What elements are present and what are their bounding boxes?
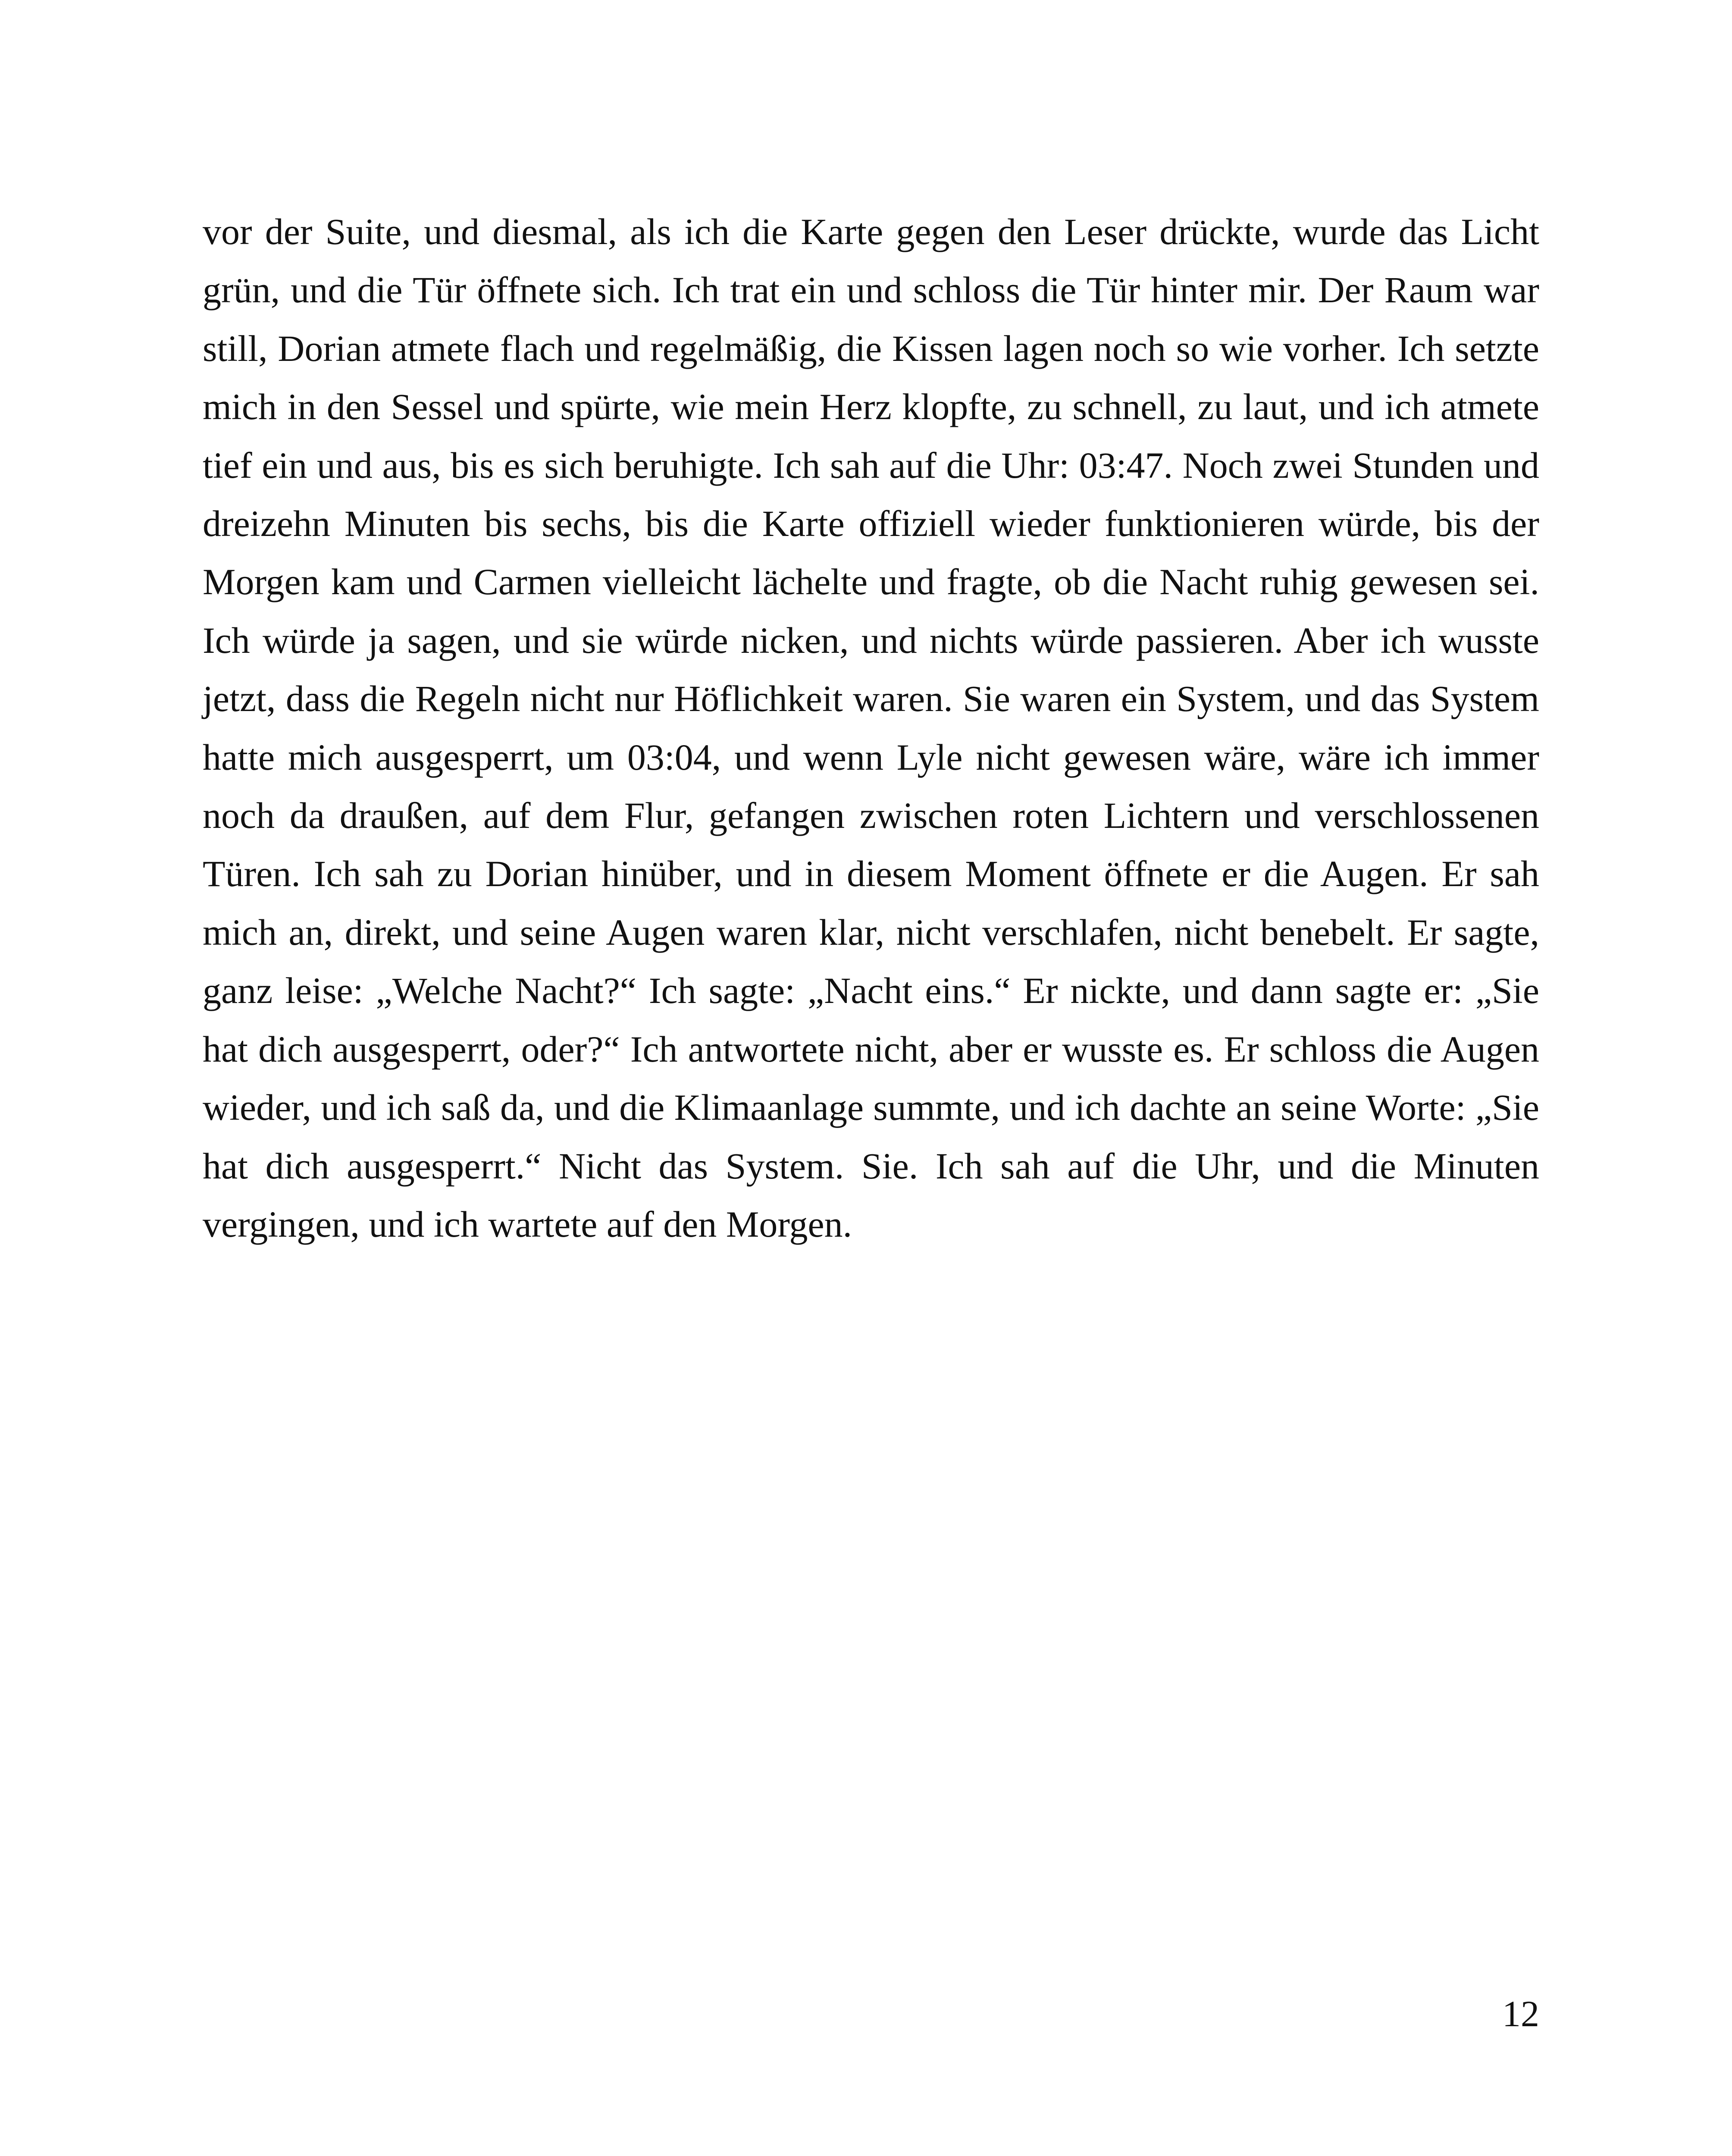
body-paragraph: vor der Suite, und diesmal, als ich die Karte gegen den Leser drückte, wurde das Licht grün, und die Tür öffnete sich. Ich trat ein und schloss die Tür hinter mir. Der Raum war still, Dorian atmete flach und regelmäßig, die Kissen lagen noch so wie vorher. Ich setzte mich in den Sessel und spürte, wie mein Herz klopfte, zu schnell, zu laut, und ich atmete tief ein und aus, bis es sich beruhigte. Ich sah auf die Uhr: 03:47. Noch zwei Stunden und dreizehn Minuten bis sechs, bis die Karte offiziell wieder funktionieren würde, bis der Morgen kam und Carmen vielleicht lächelte und fragte, ob die Nacht ruhig gewesen sei. Ich würde ja sagen, und sie würde nicken, und nichts würde passieren. Aber ich wusste jetzt, dass die Regeln nicht nur Höflichkeit waren. Sie waren ein System, und das System hatte mich ausgesperrt, um 03:04, und wenn Lyle nicht gewesen wäre, wäre ich immer noch da draußen, auf dem Flur, gefangen zwischen roten Lichtern und verschlossenen Türen. Ich sah zu Dorian hinüber, und in diesem Moment öffnete er die Augen. Er sah mich an, direkt, und seine Augen waren klar, nicht verschlafen, nicht benebelt. Er sagte, ganz leise: „Welche Nacht?“ Ich sagte: „Nacht eins.“ Er nickte, und dann sagte er: „Sie hat dich ausgesperrt, oder?“ Ich antwortete nicht, aber er wusste es. Er schloss die Augen wieder, und ich saß da, und die Klimaanlage summte, und ich dachte an seine Worte: „Sie hat dich ausgesperrt.“ Nicht das System. Sie. Ich sah auf die Uhr, und die Minuten vergingen, und ich wartete auf den Morgen.	[203, 211, 1539, 1245]
page-number: 12	[1502, 1993, 1539, 2034]
